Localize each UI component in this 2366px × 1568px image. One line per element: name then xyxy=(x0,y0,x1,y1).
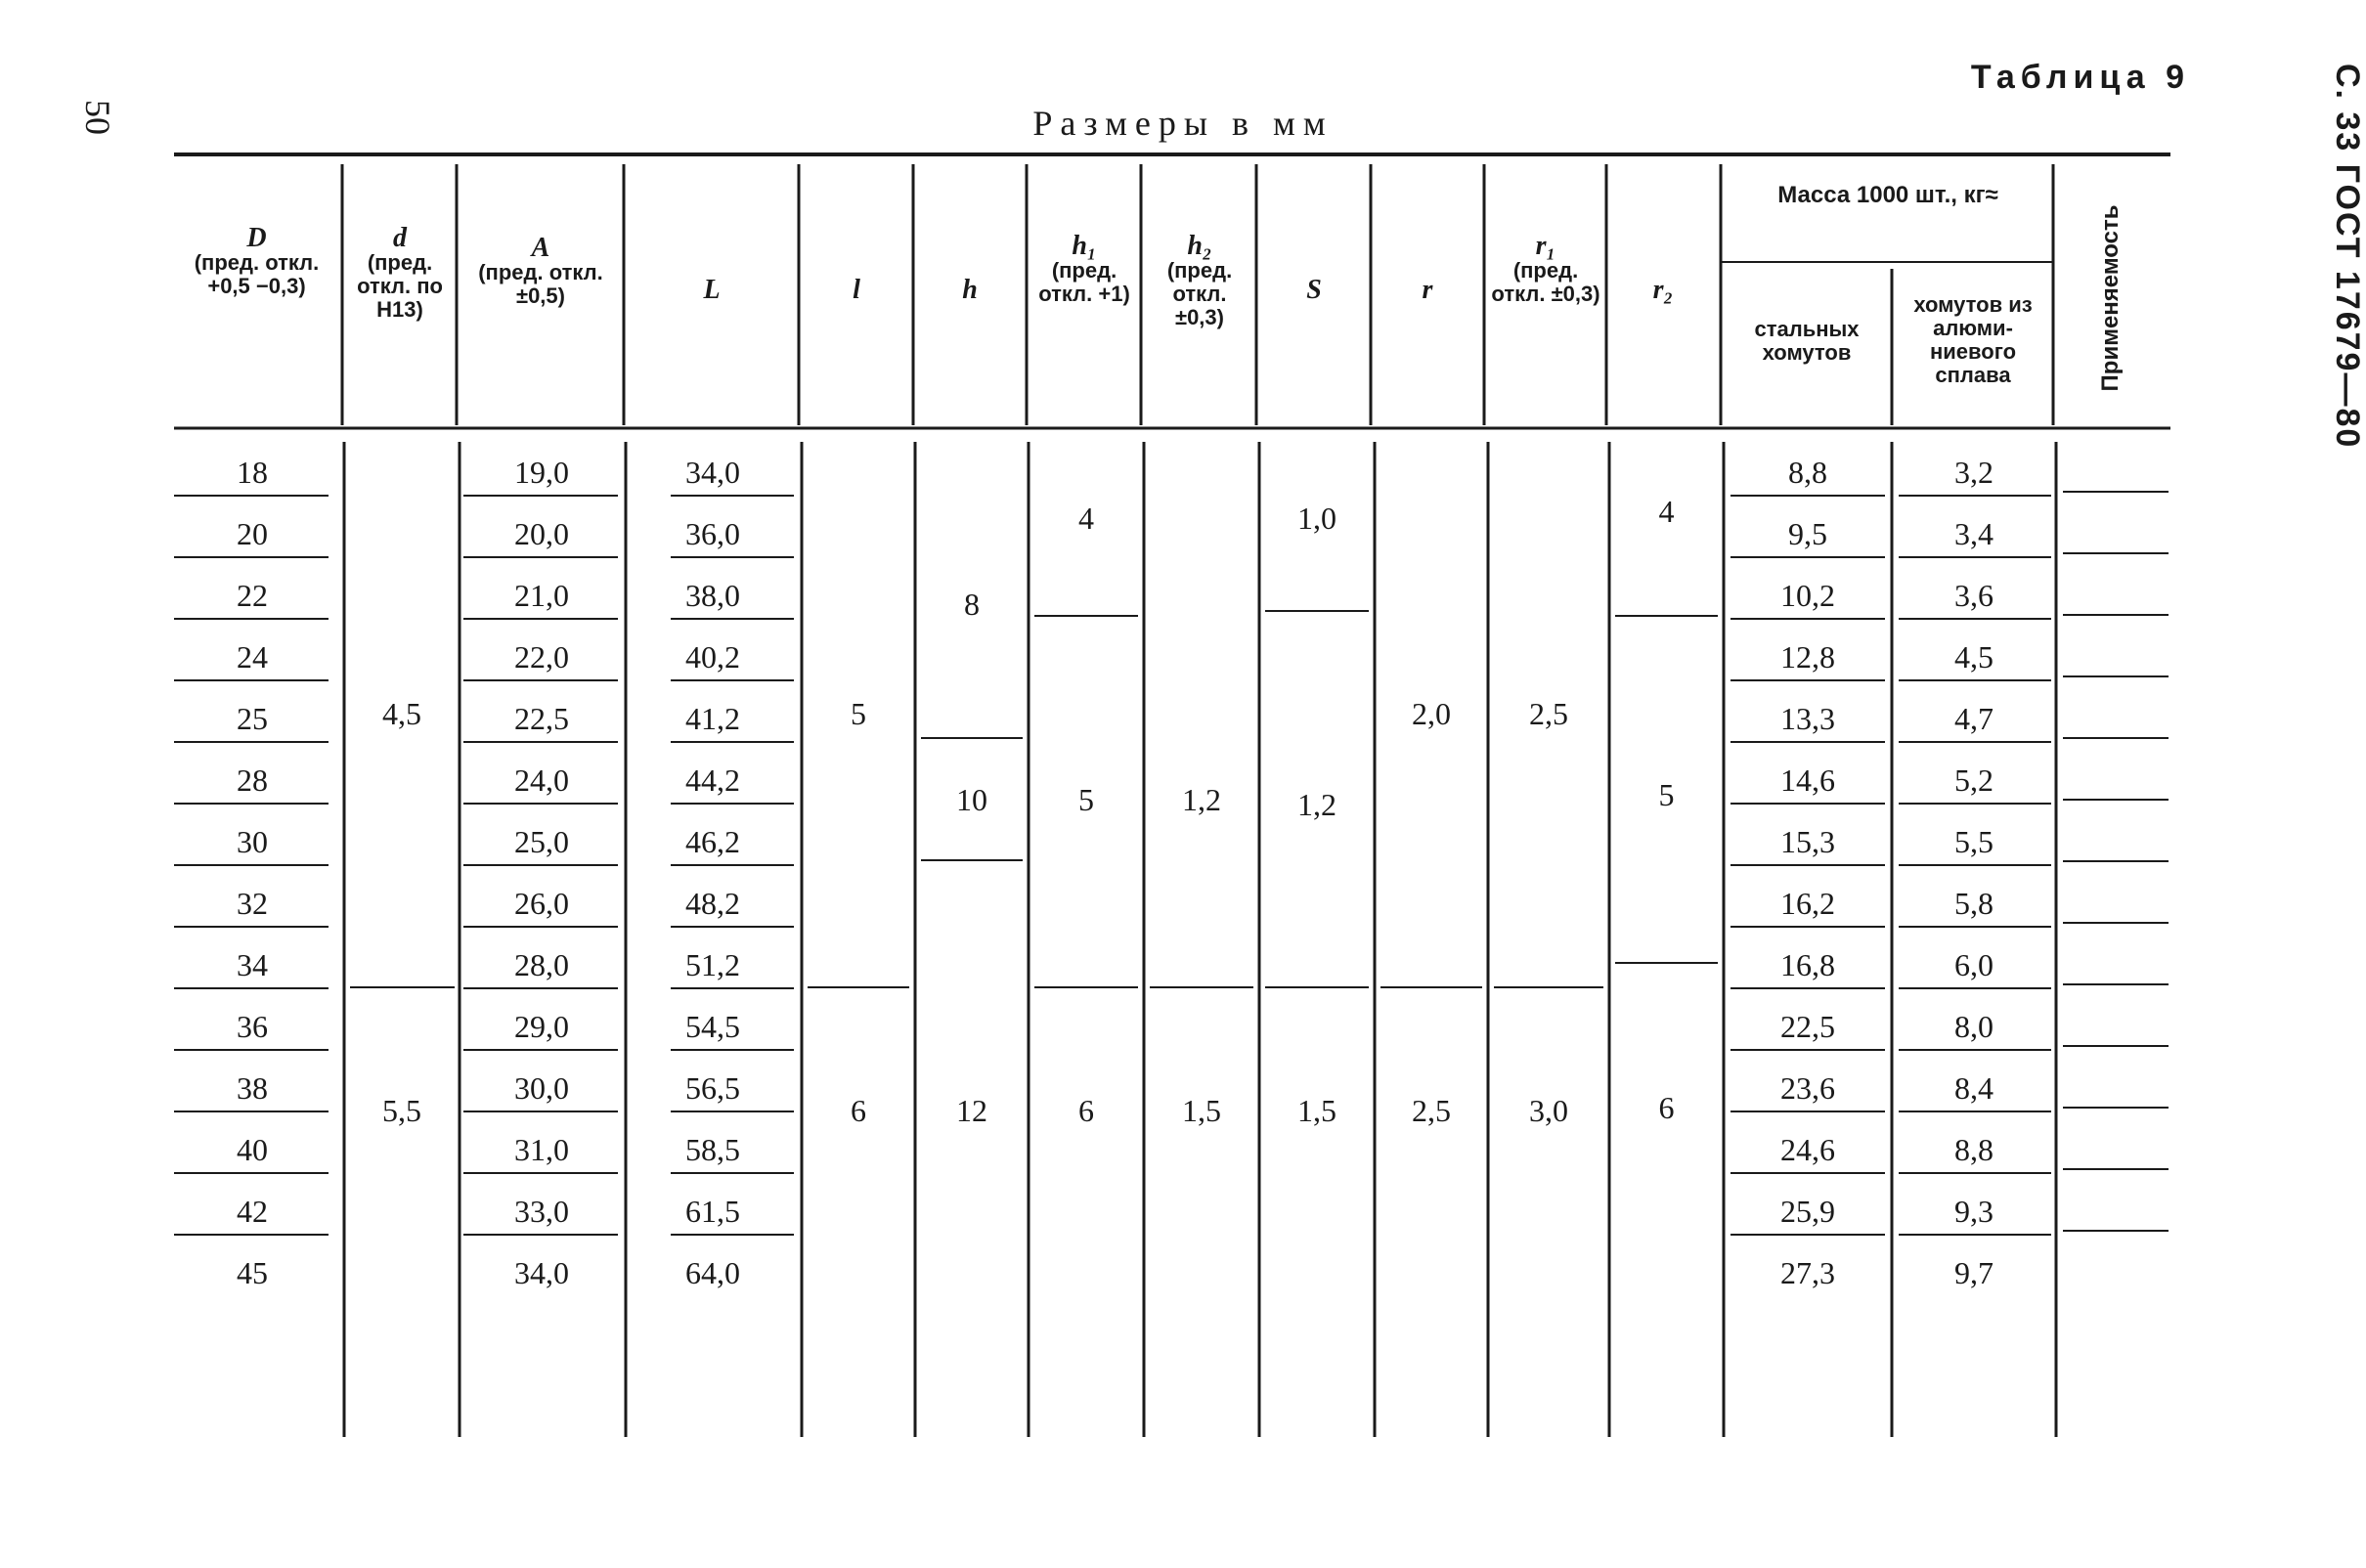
cell-steel: 14,6 xyxy=(1780,762,1835,798)
merged-r2-1: 4 xyxy=(1658,494,1675,529)
cell-alu: 9,7 xyxy=(1954,1255,1994,1290)
cell-D: 42 xyxy=(237,1194,268,1229)
merged-l-1: 5 xyxy=(851,696,866,731)
header-A-note: (пред. откл. ±0,5) xyxy=(478,260,603,308)
merged-r2-3: 6 xyxy=(1658,1090,1675,1125)
cell-alu: 5,5 xyxy=(1954,824,1994,859)
cell-L: 51,2 xyxy=(685,947,740,982)
cell-alu: 3,4 xyxy=(1954,516,1994,551)
merged-h2-2: 1,5 xyxy=(1182,1093,1221,1128)
cell-alu: 9,3 xyxy=(1954,1194,1994,1229)
header-l-symbol: l xyxy=(853,275,860,305)
header-D xyxy=(176,223,337,298)
header-r1-note: (пред. откл. ±0,3) xyxy=(1491,258,1600,306)
cell-alu: 3,2 xyxy=(1954,455,1994,490)
cell-D: 38 xyxy=(237,1070,268,1106)
cell-A: 25,0 xyxy=(514,824,569,859)
cell-A: 21,0 xyxy=(514,578,569,613)
header-d-symbol: d xyxy=(393,223,407,253)
header-h1 xyxy=(1030,231,1138,306)
cell-steel: 13,3 xyxy=(1780,701,1835,736)
cell-L: 48,2 xyxy=(685,886,740,921)
cell-L: 40,2 xyxy=(685,639,740,675)
cell-alu: 5,2 xyxy=(1954,762,1994,798)
cell-steel: 10,2 xyxy=(1780,578,1835,613)
merged-h1-3: 6 xyxy=(1078,1093,1094,1128)
table-number: Таблица 9 xyxy=(1970,59,2190,96)
cell-steel: 8,8 xyxy=(1788,455,1827,490)
header-h-symbol: h xyxy=(962,275,978,305)
cell-steel: 22,5 xyxy=(1780,1009,1835,1044)
header-r1 xyxy=(1488,231,1603,306)
cell-A: 29,0 xyxy=(514,1009,569,1044)
header-mass-alu: хомутов из алюми- ниевого сплава xyxy=(1913,292,2033,387)
header-h2-symbol: h₂ xyxy=(1187,231,1212,261)
cell-alu: 5,8 xyxy=(1954,886,1994,921)
cell-L: 56,5 xyxy=(685,1070,740,1106)
header-r1-symbol: r₁ xyxy=(1535,231,1556,261)
header-r xyxy=(1375,275,1480,305)
cell-A: 30,0 xyxy=(514,1070,569,1106)
header-L-symbol: L xyxy=(703,275,721,305)
cell-L: 61,5 xyxy=(685,1194,740,1229)
cell-steel: 9,5 xyxy=(1788,516,1827,551)
cell-A: 26,0 xyxy=(514,886,569,921)
merged-r1-2: 3,0 xyxy=(1529,1093,1568,1128)
cell-L: 46,2 xyxy=(685,824,740,859)
cell-steel: 24,6 xyxy=(1780,1132,1835,1167)
header-h xyxy=(917,275,1023,305)
header-D-symbol: D xyxy=(246,223,267,253)
page-number: 50 xyxy=(78,100,117,135)
cell-D: 22 xyxy=(237,578,268,613)
merged-S-1: 1,0 xyxy=(1297,501,1336,536)
header-r-symbol: r xyxy=(1422,275,1433,305)
header-d xyxy=(347,223,453,322)
cell-L: 58,5 xyxy=(685,1132,740,1167)
header-mass-steel: стальных хомутов xyxy=(1754,317,1860,365)
cell-L: 54,5 xyxy=(685,1009,740,1044)
cell-A: 22,0 xyxy=(514,639,569,675)
cell-A: 20,0 xyxy=(514,516,569,551)
cell-L: 44,2 xyxy=(685,762,740,798)
header-r2 xyxy=(1609,275,1717,305)
merged-r-1: 2,0 xyxy=(1412,696,1451,731)
header-S-symbol: S xyxy=(1306,275,1322,305)
cell-steel: 23,6 xyxy=(1780,1070,1835,1106)
header-h1-symbol: h₁ xyxy=(1072,231,1097,261)
cell-D: 36 xyxy=(237,1009,268,1044)
header-applicability: Применяемость xyxy=(2097,204,2124,392)
side-label: С. 33 ГОСТ 17679—80 xyxy=(2329,64,2366,450)
cell-steel: 25,9 xyxy=(1780,1194,1835,1229)
cell-alu: 8,0 xyxy=(1954,1009,1994,1044)
cell-alu: 8,4 xyxy=(1954,1070,1994,1106)
merged-r2-2: 5 xyxy=(1658,777,1675,812)
header-A xyxy=(461,233,620,308)
merged-r-2: 2,5 xyxy=(1412,1093,1451,1128)
units-caption: Размеры в мм xyxy=(1032,104,1334,143)
cell-L: 64,0 xyxy=(685,1255,740,1290)
cell-D: 30 xyxy=(237,824,268,859)
cell-alu: 8,8 xyxy=(1954,1132,1994,1167)
cell-L: 36,0 xyxy=(685,516,740,551)
cell-D: 28 xyxy=(237,762,268,798)
merged-h-1: 8 xyxy=(964,587,980,622)
header-d-note: (пред. откл. по H13) xyxy=(357,250,443,322)
merged-h2-1: 1,2 xyxy=(1182,782,1221,817)
cell-D: 24 xyxy=(237,639,268,675)
merged-r1-1: 2,5 xyxy=(1529,696,1568,731)
cell-D: 34 xyxy=(237,947,268,982)
cell-alu: 4,5 xyxy=(1954,639,1994,675)
header-D-note: (пред. откл. +0,5 −0,3) xyxy=(194,250,320,298)
cell-steel: 12,8 xyxy=(1780,639,1835,675)
merged-d-1: 4,5 xyxy=(382,696,421,731)
cell-A: 24,0 xyxy=(514,762,569,798)
header-l xyxy=(804,275,909,305)
merged-S-3: 1,5 xyxy=(1297,1093,1336,1128)
cell-A: 22,5 xyxy=(514,701,569,736)
cell-A: 19,0 xyxy=(514,455,569,490)
header-L xyxy=(628,275,796,305)
cell-A: 28,0 xyxy=(514,947,569,982)
cell-steel: 16,2 xyxy=(1780,886,1835,921)
header-h2-note: (пред. откл. ±0,3) xyxy=(1166,258,1233,329)
cell-D: 20 xyxy=(237,516,268,551)
cell-D: 25 xyxy=(237,701,268,736)
cell-alu: 6,0 xyxy=(1954,947,1994,982)
cell-steel: 15,3 xyxy=(1780,824,1835,859)
cell-A: 33,0 xyxy=(514,1194,569,1229)
header-S xyxy=(1261,275,1367,305)
cell-A: 34,0 xyxy=(514,1255,569,1290)
header-h1-note: (пред. откл. +1) xyxy=(1038,258,1130,306)
cell-D: 18 xyxy=(237,455,268,490)
cell-A: 31,0 xyxy=(514,1132,569,1167)
merged-d-2: 5,5 xyxy=(382,1093,421,1128)
header-r2-symbol: r₂ xyxy=(1652,275,1674,305)
merged-h1-2: 5 xyxy=(1078,782,1094,817)
header-h2 xyxy=(1146,231,1253,329)
cell-D: 32 xyxy=(237,886,268,921)
cell-steel: 16,8 xyxy=(1780,947,1835,982)
cell-D: 45 xyxy=(237,1255,268,1290)
merged-h-2: 10 xyxy=(956,782,987,817)
header-mass-group: Масса 1000 шт., кг≈ xyxy=(1777,182,1998,208)
merged-h1-1: 4 xyxy=(1078,501,1094,536)
cell-L: 34,0 xyxy=(685,455,740,490)
cell-L: 41,2 xyxy=(685,701,740,736)
merged-S-2: 1,2 xyxy=(1297,787,1336,822)
cell-alu: 4,7 xyxy=(1954,701,1994,736)
merged-h-3: 12 xyxy=(956,1093,987,1128)
cell-steel: 27,3 xyxy=(1780,1255,1835,1290)
cell-L: 38,0 xyxy=(685,578,740,613)
merged-l-2: 6 xyxy=(851,1093,866,1128)
cell-alu: 3,6 xyxy=(1954,578,1994,613)
cell-D: 40 xyxy=(237,1132,268,1167)
header-A-symbol: A xyxy=(531,233,550,263)
